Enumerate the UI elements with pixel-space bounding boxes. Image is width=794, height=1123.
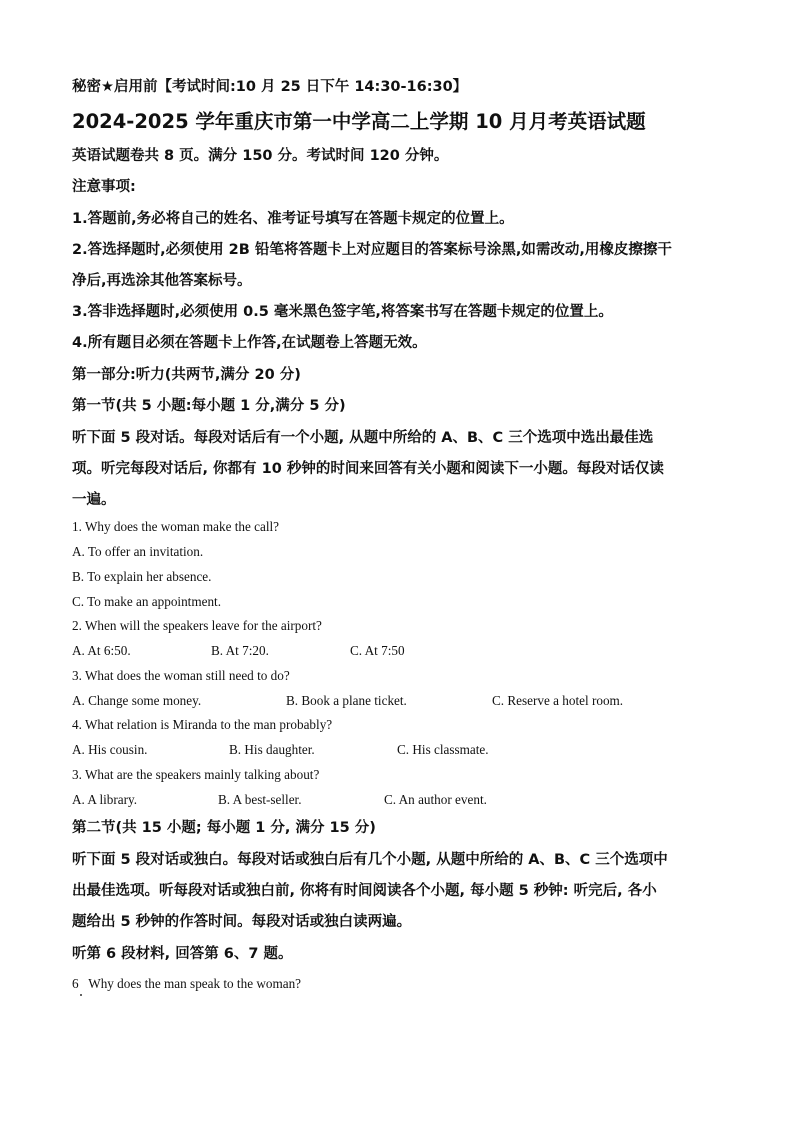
section2-instructions: 听下面 5 段对话或独白。每段对话或独白后有几个小题, 从题中所给的 A、B、C 三个选项中 — [72, 852, 668, 868]
question-stem: 3. What does the woman still need to do? — [72, 668, 290, 683]
note-item: 2.答选择题时,必须使用 2B 铅笔将答题卡上对应题目的答案标号涂黑,如需改动,用橡皮擦擦干 — [72, 242, 672, 258]
section1-instructions: 听下面 5 段对话。每段对话后有一个小题, 从题中所给的 A、B、C 三个选项中选出最佳选 — [72, 430, 654, 446]
question-stem: 3. What are the speakers mainly talking about? — [72, 767, 320, 782]
option: A. At 6:50. — [72, 643, 131, 658]
question-stem: 4. What relation is Miranda to the man probably? — [72, 717, 333, 732]
page-title: 2024-2025 学年重庆市第一中学高二上学期 10 月月考英语试题 — [72, 110, 646, 133]
option: B. A best-seller. — [218, 792, 302, 807]
question-stem: 6 Why does the man speak to the woman? — [72, 976, 302, 991]
option: C. Reserve a hotel room. — [492, 693, 624, 708]
secret-line: 秘密★启用前【考试时间:10 月 25 日下午 14:30-16:30】 — [72, 79, 468, 95]
section2-instructions: 题给出 5 秒钟的作答时间。每段对话或独白读两遍。 — [72, 914, 412, 930]
option: B. Book a plane ticket. — [286, 693, 407, 708]
note-item: 净后,再选涂其他答案标号。 — [72, 273, 252, 289]
section1-instructions: 一遍。 — [72, 492, 116, 508]
exam-info: 英语试题卷共 8 页。满分 150 分。考试时间 120 分钟。 — [72, 148, 449, 164]
question-stem: 1. Why does the woman make the call? — [72, 519, 280, 534]
scan-dot — [80, 994, 82, 996]
option: C. His classmate. — [397, 742, 489, 757]
section2-instructions: 出最佳选项。听每段对话或独白前, 你将有时间阅读各个小题, 每小题 5 秒钟: 听完后, 各小 — [72, 883, 657, 899]
question-stem: 2. When will the speakers leave for the airport? — [72, 618, 322, 633]
option: A. A library. — [72, 792, 138, 807]
option: B. His daughter. — [229, 742, 315, 757]
option: C. An author event. — [384, 792, 487, 807]
option: B. To explain her absence. — [72, 569, 212, 584]
note-item: 3.答非选择题时,必须使用 0.5 毫米黑色签字笔,将答案书写在答题卡规定的位置上。 — [72, 304, 613, 320]
section1-heading: 第一节(共 5 小题:每小题 1 分,满分 5 分) — [72, 398, 346, 414]
option: A. To offer an invitation. — [72, 544, 204, 559]
option: C. At 7:50 — [350, 643, 405, 658]
notes-heading: 注意事项: — [72, 179, 136, 195]
note-item: 1.答题前,务必将自己的姓名、准考证号填写在答题卡规定的位置上。 — [72, 211, 514, 227]
option: B. At 7:20. — [211, 643, 269, 658]
section2-heading: 第二节(共 15 小题; 每小题 1 分, 满分 15 分) — [72, 820, 376, 836]
option: A. Change some money. — [72, 693, 202, 708]
part1-heading: 第一部分:听力(共两节,满分 20 分) — [72, 367, 301, 383]
option: C. To make an appointment. — [72, 594, 221, 609]
material-heading: 听第 6 段材料, 回答第 6、7 题。 — [72, 946, 293, 962]
note-item: 4.所有题目必须在答题卡上作答,在试题卷上答题无效。 — [72, 335, 427, 351]
option: A. His cousin. — [72, 742, 148, 757]
section1-instructions: 项。听完每段对话后, 你都有 10 秒钟的时间来回答有关小题和阅读下一小题。每段对话仅读 — [72, 461, 664, 477]
